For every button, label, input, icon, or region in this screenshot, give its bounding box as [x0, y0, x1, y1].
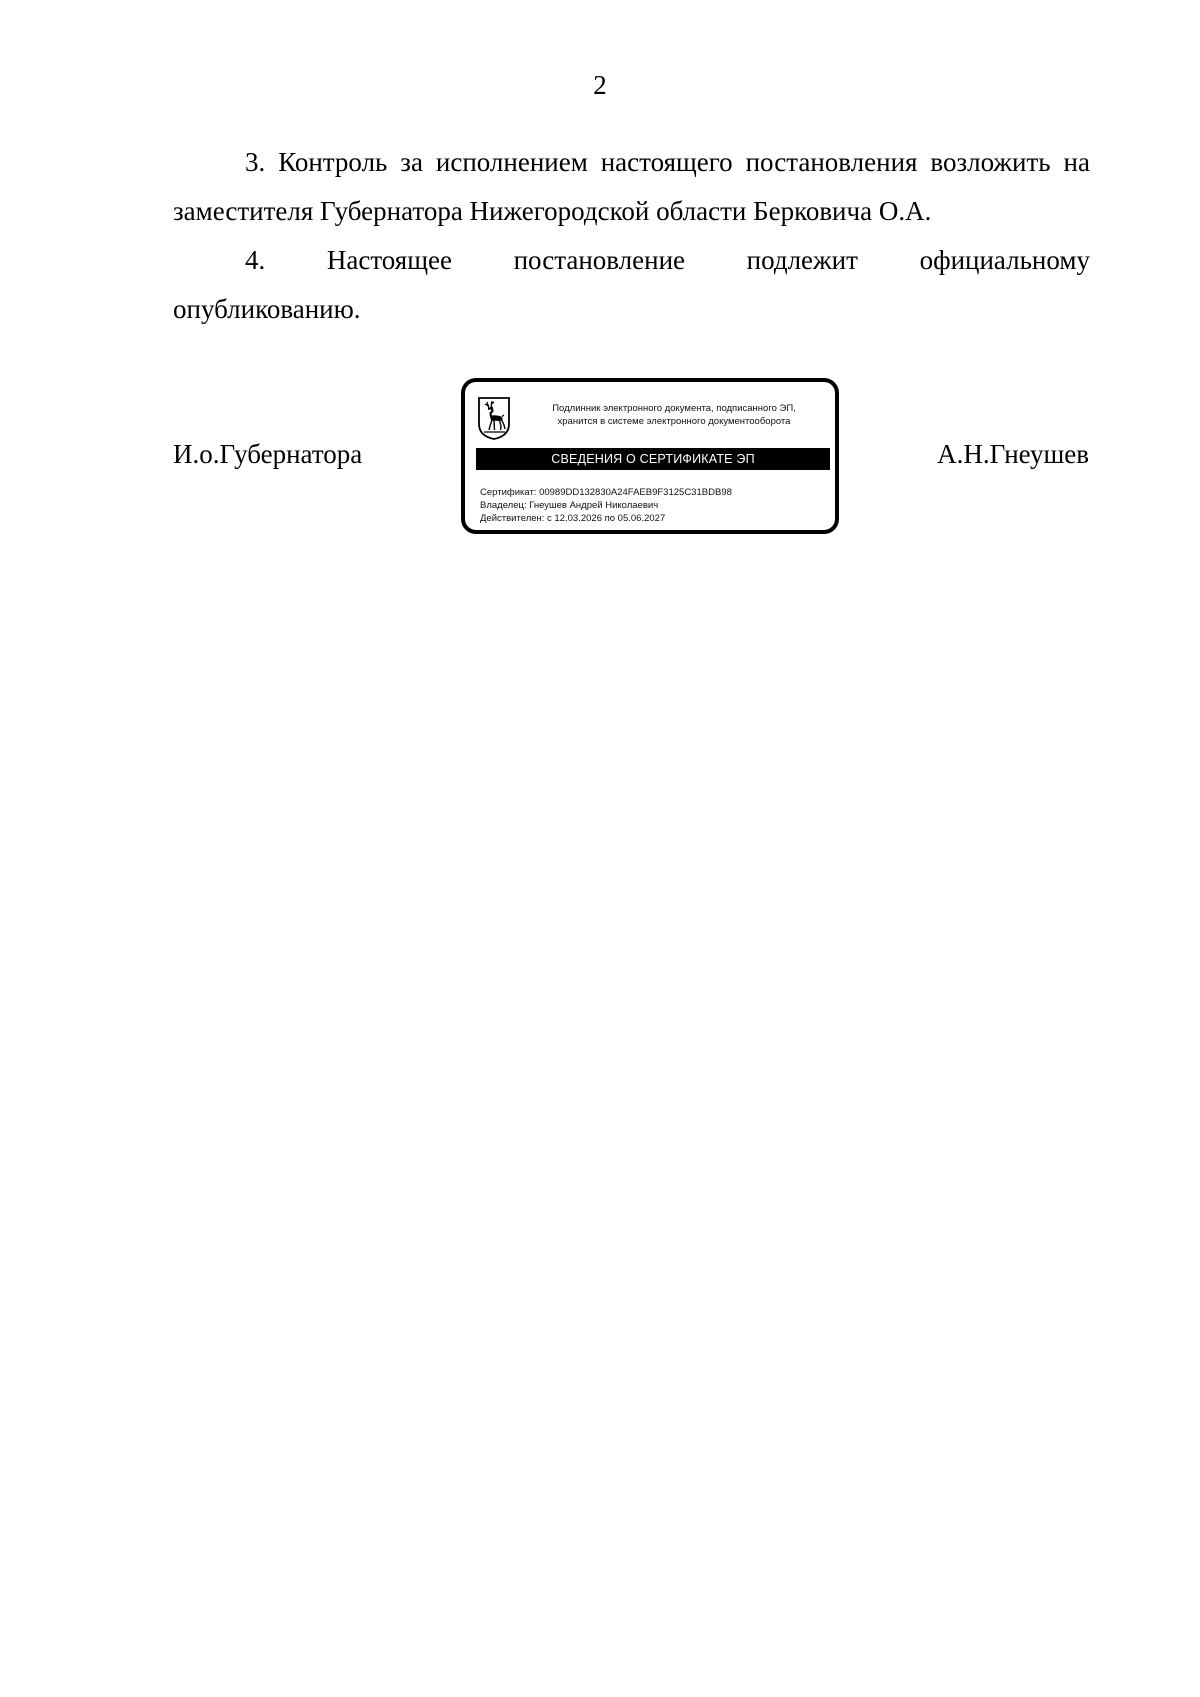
paragraph-4-word: официальному [919, 245, 1090, 275]
paragraph-4-line-1 [173, 236, 1090, 285]
stamp-header-line: хранится в системе электронного документооборота [557, 416, 791, 427]
paragraph-4-line-2: опубликованию. [173, 294, 361, 324]
electronic-signature-stamp [461, 378, 839, 534]
document-body [173, 138, 1090, 334]
signatory-name: А.Н.Гнеушев [937, 439, 1089, 469]
paragraph-4-word: Настоящее [326, 245, 452, 275]
certificate-owner: Владелец: Гнеушев Андрей Николаевич [480, 500, 659, 511]
paragraph-3: 3. Контроль за исполнением настоящего постановления возложить на заместителя Губернатора Нижегородской области Берковича О.А. [173, 147, 1090, 226]
stamp-certificate-details [480, 486, 732, 525]
stamp-header [519, 402, 829, 428]
stamp-title-bar: СВЕДЕНИЯ О СЕРТИФИКАТЕ ЭП [476, 448, 830, 470]
stamp-header-line: Подлинник электронного документа, подписанного ЭП, [552, 403, 796, 414]
certificate-validity: Действителен: с 12.03.2026 по 05.06.2027 [480, 513, 666, 524]
deer-emblem-icon [477, 396, 511, 440]
paragraph-4-word: 4. [245, 245, 266, 275]
paragraph-4-word: подлежит [746, 245, 858, 275]
signatory-position: И.о.Губернатора [173, 439, 363, 469]
certificate-number: Сертификат: 00989DD132830A24FAEB9F3125C31BDB98 [480, 487, 732, 498]
paragraph-4-word: постановление [513, 245, 686, 275]
page-number: 2 [593, 70, 607, 100]
